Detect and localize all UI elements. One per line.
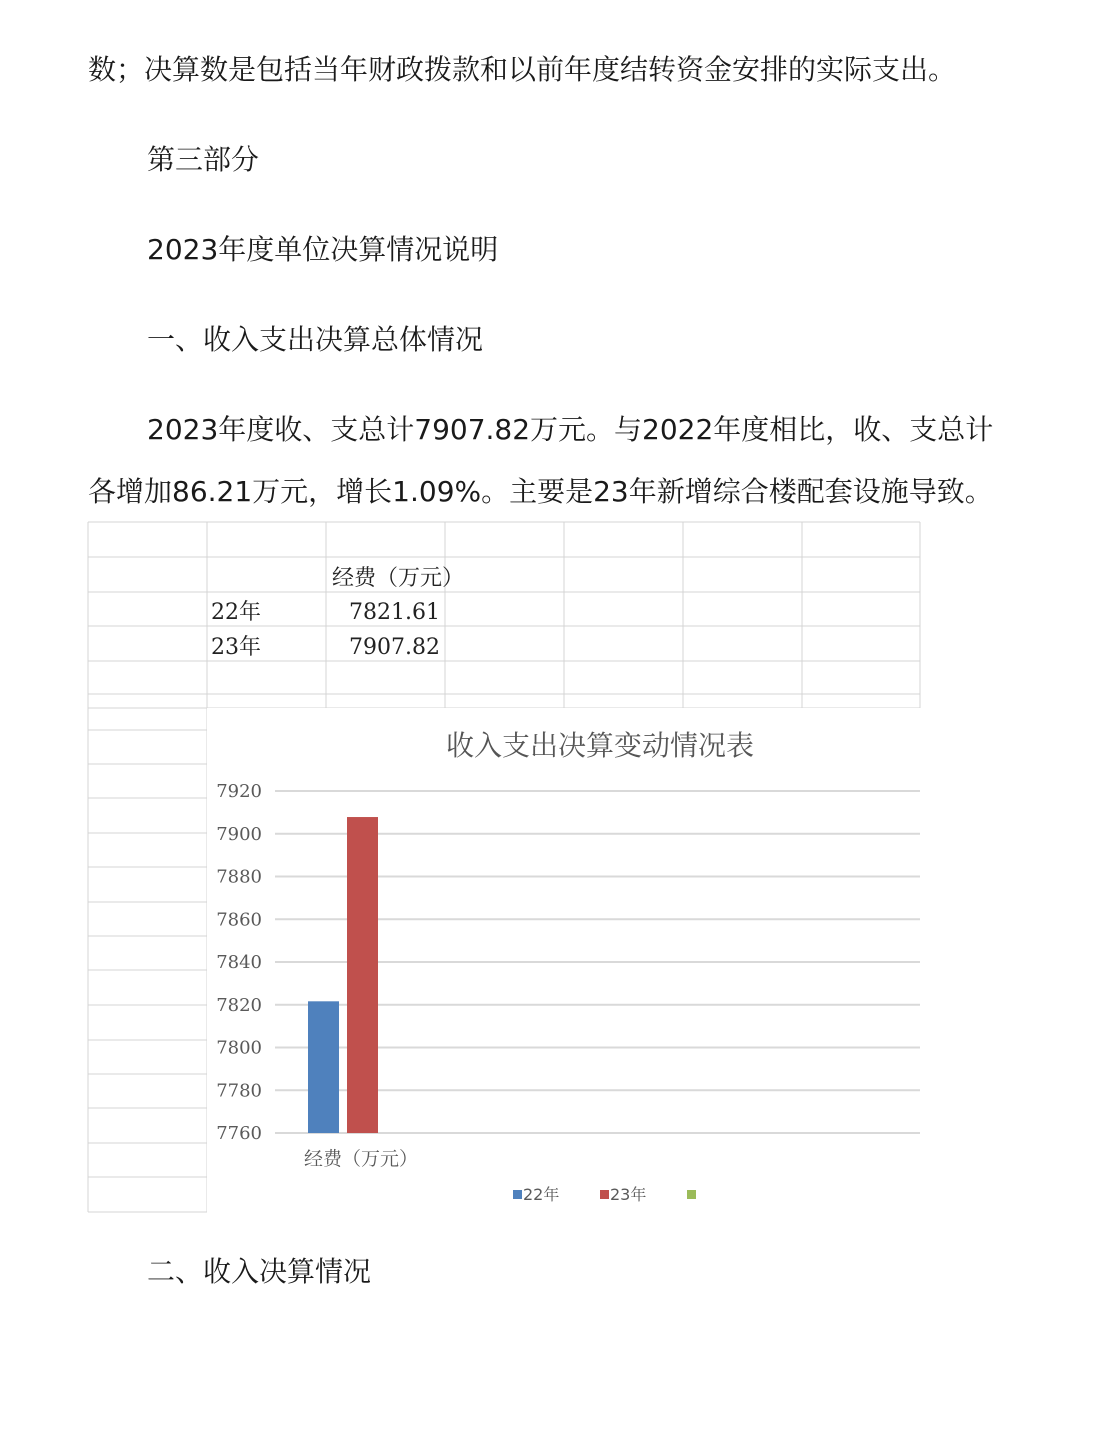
legend-swatch-0 <box>513 1190 522 1199</box>
section-heading-income: 二、收入决算情况 <box>147 1255 372 1288</box>
paragraph-total-line2: 各增加86.21万元，增长1.09%。主要是23年新增综合楼配套设施导致。 <box>88 475 993 508</box>
chart-category-label: 经费（万元） <box>303 1148 419 1170</box>
sheet-row-label-23: 23年 <box>211 635 261 660</box>
legend-label-1: 23年 <box>610 1185 647 1204</box>
y-tick-label-7800: 7800 <box>216 1037 262 1059</box>
section-heading-part-three: 第三部分 <box>147 143 260 176</box>
sheet-row-label-22: 22年 <box>211 600 261 625</box>
paragraph-intro-line: 数；决算数是包括当年财政拨款和以前年度结转资金安排的实际支出。 <box>88 53 957 86</box>
paragraph-total-line1: 2023年度收、支总计7907.82万元。与2022年度相比，收、支总计 <box>147 413 994 446</box>
sheet-row-value-22: 7821.61 <box>349 600 440 625</box>
y-tick-label-7780: 7780 <box>216 1080 262 1102</box>
y-tick-label-7900: 7900 <box>216 823 262 845</box>
y-tick-label-7840: 7840 <box>216 952 262 973</box>
y-tick-label-7880: 7880 <box>216 866 262 888</box>
y-tick-label-7920: 7920 <box>216 781 262 802</box>
sheet-row-value-23: 7907.82 <box>349 635 440 660</box>
y-tick-label-7760: 7760 <box>216 1123 262 1144</box>
section-heading-report-title: 2023年度单位决算情况说明 <box>147 233 499 266</box>
chart-y-ticks <box>216 781 262 1144</box>
chart-legend <box>513 1185 696 1204</box>
legend-swatch-1 <box>600 1190 609 1199</box>
legend-swatch-2 <box>687 1190 696 1199</box>
y-tick-label-7820: 7820 <box>216 994 262 1016</box>
legend-label-0: 22年 <box>523 1185 560 1204</box>
chart-bars <box>308 817 378 1133</box>
chart-canvas <box>207 708 920 1212</box>
bar-22年 <box>308 1001 339 1133</box>
sheet-header-cell: 经费（万元） <box>332 566 465 591</box>
bar-chart <box>207 708 920 1212</box>
section-heading-overall: 一、收入支出决算总体情况 <box>147 323 484 356</box>
bar-23年 <box>347 817 378 1133</box>
y-tick-label-7860: 7860 <box>216 909 262 931</box>
chart-title: 收入支出决算变动情况表 <box>445 729 755 762</box>
